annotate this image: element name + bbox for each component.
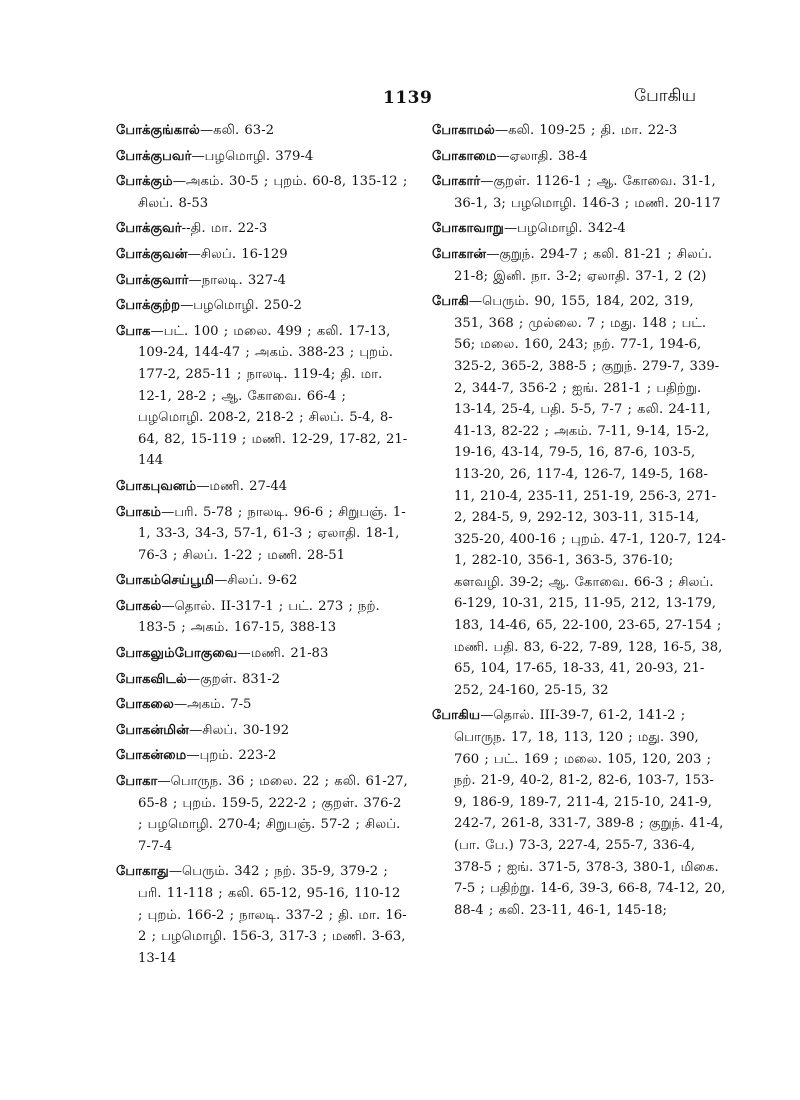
index-entry (116, 643, 408, 665)
entry-headword: போகிய (432, 708, 481, 724)
entry-headword: போகலும்போகுவை (116, 646, 238, 662)
entry-references: —பரி. 5-78 ; நாலடி. 96-6 ; சிறுபஞ். 1-1, 33-3, 34-3, 57-1, 61-3 ; ஏலாதி. 18-1, 76-3 ; சிலப். 1-22 ; மணி. 28-51 (138, 504, 406, 563)
entry-references: —நாலடி. 327-4 (188, 272, 286, 288)
entry-references: —குறள். 831-2 (186, 671, 281, 687)
index-entry (432, 244, 726, 287)
entry-headword: போகபுவனம் (116, 478, 197, 494)
entry-headword: போக (116, 323, 151, 339)
entry-headword: போகி (432, 294, 469, 310)
index-entry (116, 596, 408, 639)
index-entry (432, 705, 726, 921)
entry-references: —அகம். 7-5 (173, 697, 252, 713)
entry-headword: போகா (116, 774, 158, 790)
entry-headword: போக்குவார் (116, 272, 189, 288)
entry-headword: போகலை (116, 697, 174, 713)
index-entry (432, 171, 726, 214)
entry-references: —மணி. 27-44 (196, 478, 288, 494)
entry-headword: போக்குவர் (116, 221, 182, 237)
entry-headword: போக்கும் (116, 174, 173, 190)
entry-references: —பழமொழி. 379-4 (191, 148, 314, 164)
entry-references: —பழமொழி. 342-4 (503, 221, 626, 237)
index-entry (116, 720, 408, 742)
index-entry (116, 270, 408, 292)
index-entry (116, 570, 408, 592)
entry-references: —தொல். III-39-7, 61-2, 141-2 ; பொருந. 17, 18, 113, 120 ; மது. 390, 760 ; பட். 169 ; மலை. 105, 120, 203 ; நற். 21-9, 40-2, 81-2, 82-6, 103-7, 153-9, 186-9, 189-7, 211-4, 215-10, 241-9, 242-7, 261-8, 331-7, 389-8 ; குறுந். 41-4, (பா. பே.) 73-3, 227-4, 255-7, 336-4, 378-5 ; ஐங். 371-5, 378-3, 380-1, மிகை. 7-5 ; பதிற்று. 14-6, 39-3, 66-8, 74-12, 20, 88-4 ; கலி. 23-11, 46-1, 145-18; (454, 708, 726, 918)
entry-headword: போகார் (432, 174, 481, 190)
index-entry (116, 771, 408, 857)
index-entry (116, 218, 408, 240)
entry-references: —கலி. 109-25 ; தி. மா. 22-3 (494, 123, 678, 138)
index-entry (432, 120, 726, 142)
entry-headword: போகம் (116, 504, 162, 520)
index-entry (116, 321, 408, 472)
entry-references: —கலி. 63-2 (199, 123, 275, 138)
entry-headword: போகான் (432, 246, 487, 262)
entry-references: —பொருந. 36 ; மலை. 22 ; கலி. 61-27, 65-8 ; புறம். 159-5, 222-2 ; குறள். 376-2 ; பழமொழி. 270-4; சிறுபஞ். 57-2 ; சிலப். 7-7-4 (138, 774, 408, 854)
index-entry (116, 745, 408, 767)
entry-references: —பெரும். 90, 155, 184, 202, 319, 351, 368 ; முல்லை. 7 ; மது. 148 ; பட். 56; மலை. 160, 243; நற். 77-1, 194-6, 325-2, 365-2, 388-5 ; குறுந். 279-7, 339-2, 344-7, 356-2 ; ஐங். 281-1 ; பதிற்று. 13-14, 25-4, பதி. 5-5, 7-7 ; கலி. 24-11, 41-13, 82-22 ; அகம். 7-11, 9-14, 15-2, 19-16, 43-14, 79-5, 16, 87-6, 103-5, 113-20, 26, 117-4, 126-7, 149-5, 168-11, 210-4, 235-11, 251-19, 256-3, 271-2, 284-5, 9, 292-12, 303-11, 315-14, 325-20, 400-16 ; புறம். 47-1, 120-7, 124-1, 282-10, 356-1, 363-5, 376-10; களவழி. 39-2; ஆ. கோவை. 66-3 ; சிலப். 6-129, 10-31, 215, 11-95, 212, 13-179, 183, 14-46, 65, 22-100, 23-65, 27-154 ; மணி. பதி. 83, 6-22, 7-89, 128, 16-5, 38, 65, 104, 17-65, 18-33, 41, 20-93, 21-252, 24-160, 25-15, 32 (454, 294, 726, 698)
index-entry (432, 218, 726, 240)
entry-references: —தொல். II-317-1 ; பட். 273 ; நற். 183-5 ; அகம். 167-15, 388-13 (138, 598, 380, 636)
entry-headword: போகாவாறு (432, 221, 504, 237)
index-entry (116, 120, 408, 142)
entry-references: —அகம். 30-5 ; புறம். 60-8, 135-12 ; சிலப். 8-53 (138, 174, 408, 211)
index-entry (116, 476, 408, 498)
entry-headword: போகம்செய்பூமி (116, 573, 215, 589)
left-column (116, 120, 408, 973)
index-entry (432, 291, 726, 701)
index-entry (116, 861, 408, 969)
entry-references: —சிலப். 9-62 (214, 573, 298, 589)
entry-headword: போகாமல் (432, 123, 495, 138)
entry-references: —புறம். 223-2 (186, 748, 277, 764)
entry-references: --தி. மா. 22-3 (181, 221, 268, 237)
page-number: 1139 (383, 88, 433, 108)
right-column (432, 120, 726, 925)
index-entry (432, 146, 726, 168)
entry-headword: போகாது (116, 864, 169, 880)
entry-references: —சிலப். 30-192 (189, 722, 290, 738)
entry-references: —மணி. 21-83 (237, 646, 329, 662)
entry-headword: போகாமை (432, 148, 497, 164)
entry-headword: போக்குங்கால் (116, 123, 200, 138)
index-entry (116, 171, 408, 214)
entry-references: —பட். 100 ; மலை. 499 ; கலி. 17-13, 109-24, 144-47 ; அகம். 388-23 ; புறம். 177-2, 285-11 ; நாலடி. 119-4; தி. மா. 12-1, 28-2 ; ஆ. கோவை. 66-4 ; பழமொழி. 208-2, 218-2 ; சிலப். 5-4, 8-64, 82, 15-119 ; மணி. 12-29, 17-82, 21-144 (138, 323, 408, 469)
entry-headword: போக்குற்ற (116, 298, 181, 314)
entry-references: —பெரும். 342 ; நற். 35-9, 379-2 ; பரி. 11-118 ; கலி. 65-12, 95-16, 110-12 ; புறம். 166-2 ; நாலடி. 337-2 ; தி. மா. 16-2 ; பழமொழி. 156-3, 317-3 ; மணி. 3-63, 13-14 (138, 864, 407, 966)
index-entry (116, 694, 408, 716)
running-head: போகிய (634, 86, 697, 106)
entry-headword: போகல் (116, 598, 162, 614)
entry-references: —குறள். 1126-1 ; ஆ. கோவை. 31-1, 36-1, 3; பழமொழி. 146-3 ; மணி. 20-117 (454, 174, 721, 211)
entry-references: —பழமொழி. 250-2 (180, 298, 302, 314)
entry-headword: போக்குவன் (116, 246, 188, 262)
entry-headword: போகவிடல் (116, 671, 187, 687)
index-entry (116, 244, 408, 266)
entry-headword: போகன்மின் (116, 722, 190, 738)
entry-references: —குறுந். 294-7 ; கலி. 81-21 ; சிலப். 21-8; இனி. நா. 3-2; ஏலாதி. 37-1, 2 (2) (454, 246, 713, 284)
index-entry (116, 146, 408, 168)
index-entry (116, 502, 408, 567)
entry-headword: போக்குபவர் (116, 148, 192, 164)
entry-headword: போகன்மை (116, 748, 187, 764)
entry-references: —ஏலாதி. 38-4 (496, 148, 588, 164)
entry-references: —சிலப். 16-129 (187, 246, 288, 262)
index-entry (116, 295, 408, 317)
index-entry (116, 669, 408, 691)
